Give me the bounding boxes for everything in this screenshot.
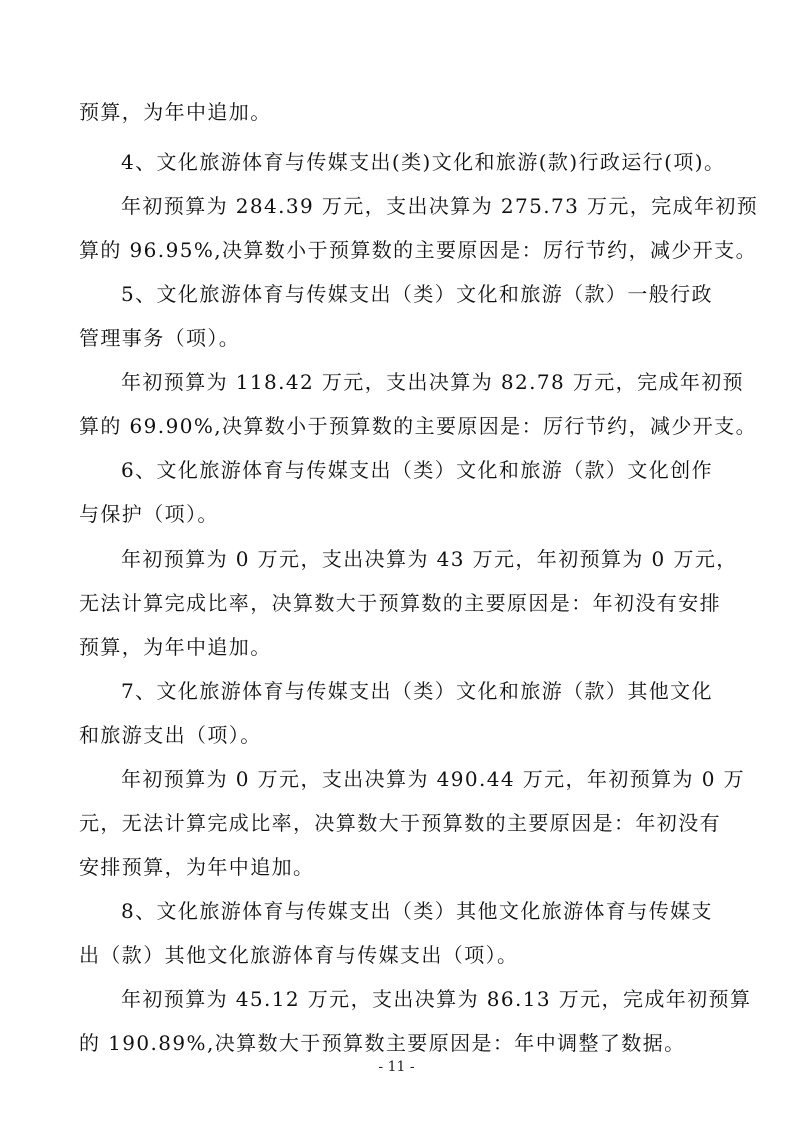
section-heading-6-cont: 与保护（项）。 xyxy=(79,502,219,526)
section-heading-5: 5、文化旅游体育与传媒支出（类）文化和旅游（款）一般行政 xyxy=(121,282,713,306)
section-heading-7: 7、文化旅游体育与传媒支出（类）文化和旅游（款）其他文化 xyxy=(121,679,713,703)
section-heading-5-cont: 管理事务（项）。 xyxy=(79,326,241,350)
paragraph-line: 年初预算为 0 万元，支出决算为 490.44 万元，年初预算为 0 万 xyxy=(121,767,745,791)
paragraph-line: 算的 69.90%,决算数小于预算数的主要原因是：厉行节约，减少开支。 xyxy=(79,414,757,438)
paragraph-line: 的 190.89%,决算数大于预算数主要原因是：年中调整了数据。 xyxy=(79,1031,686,1055)
paragraph-line: 无法计算完成比率，决算数大于预算数的主要原因是：年初没有安排 xyxy=(79,591,721,615)
paragraph-line: 预算，为年中追加。 xyxy=(79,100,272,124)
page-number: - 11 - xyxy=(378,1059,415,1075)
paragraph-line: 元，无法计算完成比率，决算数大于预算数的主要原因是：年初没有 xyxy=(79,811,721,835)
section-heading-8: 8、文化旅游体育与传媒支出（类）其他文化旅游体育与传媒支 xyxy=(121,899,713,923)
paragraph-line: 年初预算为 0 万元，支出决算为 43 万元，年初预算为 0 万元， xyxy=(121,547,738,571)
paragraph-line: 预算，为年中追加。 xyxy=(79,635,272,659)
section-heading-7-cont: 和旅游支出（项）。 xyxy=(79,723,262,747)
paragraph-line: 安排预算，为年中追加。 xyxy=(79,855,315,879)
paragraph-line: 年初预算为 284.39 万元，支出决算为 275.73 万元，完成年初预 xyxy=(121,194,759,218)
section-heading-6: 6、文化旅游体育与传媒支出（类）文化和旅游（款）文化创作 xyxy=(121,458,713,482)
section-heading-8-cont: 出（款）其他文化旅游体育与传媒支出（项）。 xyxy=(79,943,519,967)
paragraph-line: 年初预算为 45.12 万元，支出决算为 86.13 万元，完成年初预算 xyxy=(121,987,752,1011)
section-heading-4: 4、文化旅游体育与传媒支出(类)文化和旅游(款)行政运行(项)。 xyxy=(121,150,726,174)
paragraph-line: 算的 96.95%,决算数小于预算数的主要原因是：厉行节约，减少开支。 xyxy=(79,238,757,262)
paragraph-line: 年初预算为 118.42 万元，支出决算为 82.78 万元，完成年初预 xyxy=(121,370,745,394)
